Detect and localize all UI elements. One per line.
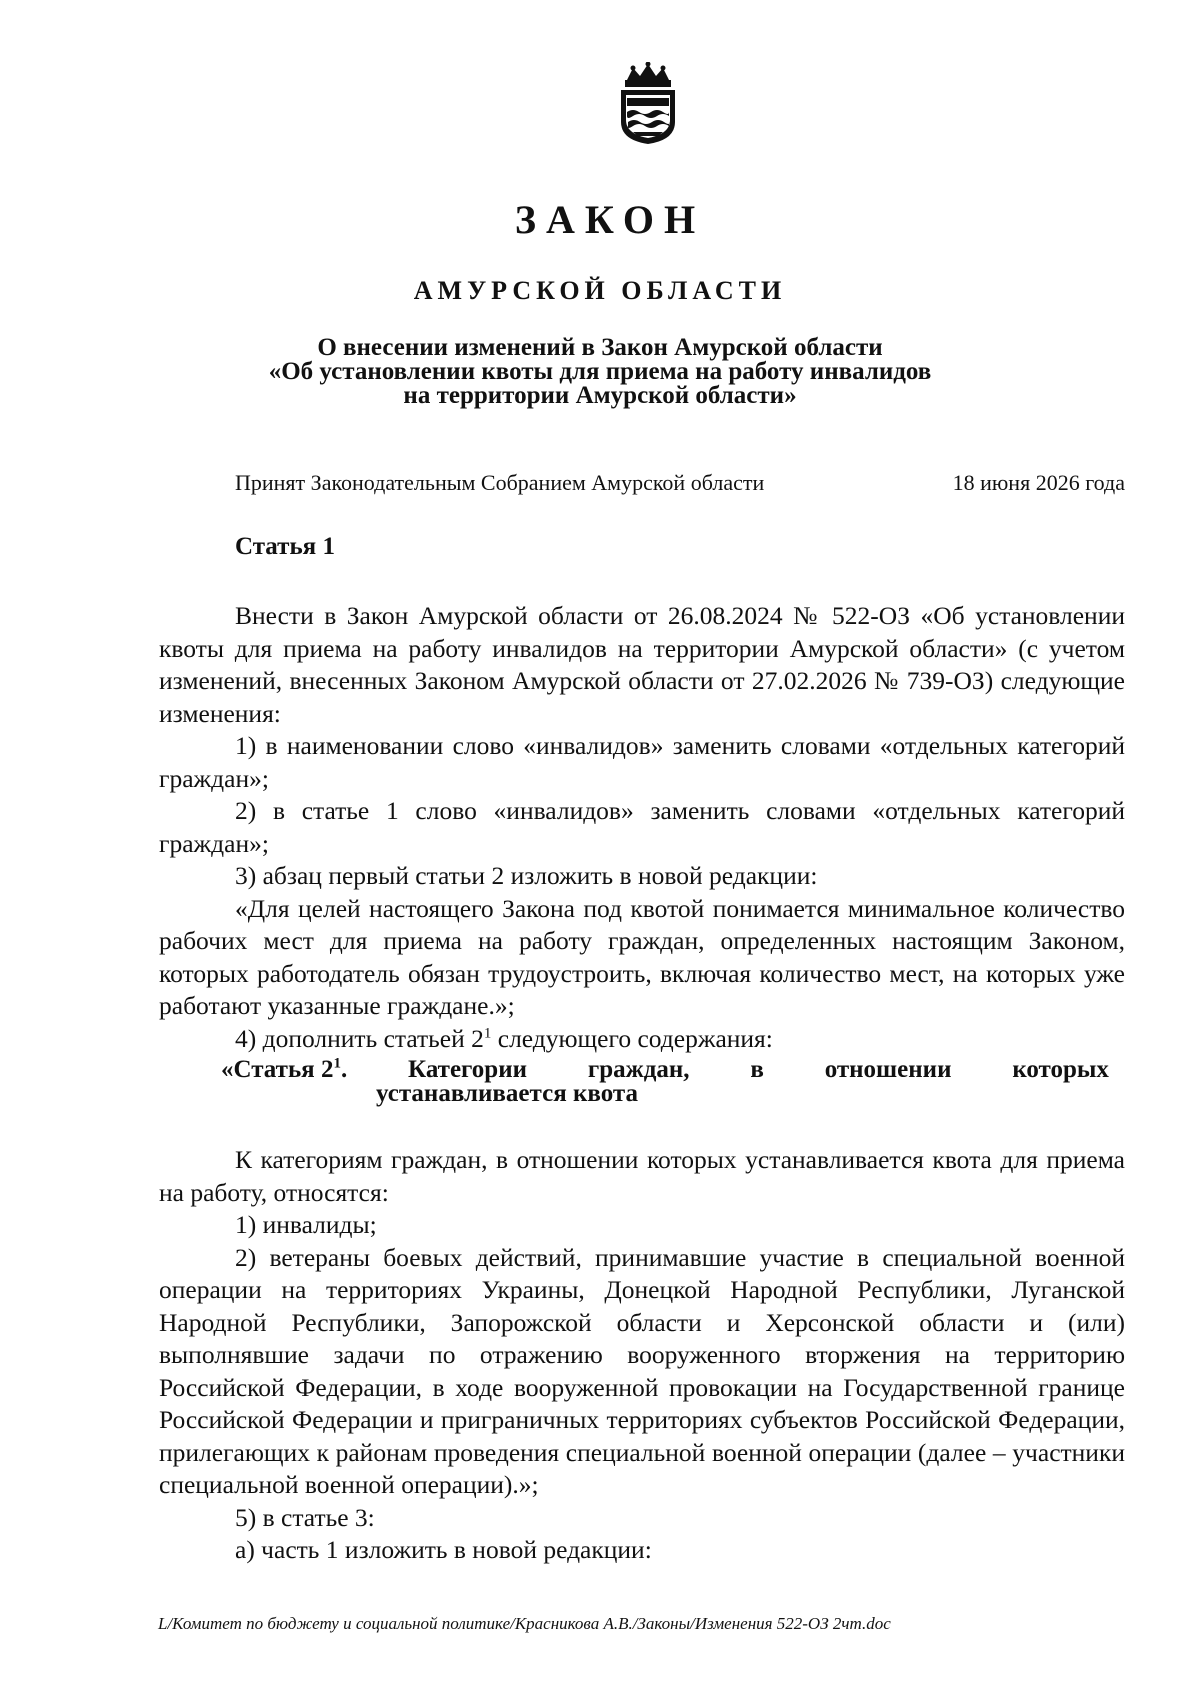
heading-word: Категории: [408, 1056, 528, 1083]
adoption-line: [235, 470, 1125, 496]
adopted-by: Принят Законодательным Собранием Амурской области: [235, 470, 765, 495]
paragraph: 2) ветераны боевых действий, принимавшие участие в специальной военной операции на территориях Украины, Донецкой Народной Республики, Луганской Народной Республики, Запорожской области и Херсонской области и (или) выполнявшие задачи по отражению вооруженного вторжения на территорию Российской Федерации, в ходе вооруженной провокации на Государственной границе Российской Федерации и приграничных территориях субъектов Российской Федерации, прилегающих к районам проведения специальной военной операции (далее – участники специальной военной операции).»;: [159, 1242, 1125, 1499]
paragraph: Внести в Закон Амурской области от 26.08.2024 № 522-ОЗ «Об установлении квоты для приема на работу инвалидов на территории Амурской области» (с учетом изменений, внесенных Законом Амурской области от 27.02.2026 № 739-ОЗ) следующие изменения:: [159, 601, 1125, 728]
paragraph: а) часть 1 изложить в новой редакции:: [235, 1535, 652, 1564]
law-subject-heading: [0, 336, 1200, 408]
paragraph: 3) абзац первый статьи 2 изложить в новой редакции:: [235, 861, 818, 890]
new-article-number: «Статья $2^1$.: [221, 1055, 348, 1083]
subject-line: на территории Амурской области»: [403, 382, 797, 409]
region-title: АМУРСКОЙ ОБЛАСТИ: [413, 276, 787, 305]
paragraph-item-4: 4) дополнить статьей $2^1$ следующего содержания:: [235, 1023, 773, 1053]
paragraph: 1) в наименовании слово «инвалидов» заменить словами «отдельных категорий граждан»;: [159, 731, 1125, 793]
subject-line: «Об установлении квоты для приема на работу инвалидов: [268, 358, 932, 385]
subject-line: О внесении изменений в Закон Амурской области: [317, 334, 883, 361]
document-type-title: ЗАКОН: [514, 197, 706, 242]
heading-word: в: [750, 1056, 764, 1083]
file-path-footer: L/Комитет по бюджету и социальной политике/Красникова А.В./Законы/Изменения 522-ОЗ 2чт.doc: [158, 1614, 891, 1633]
paragraph: К категориям граждан, в отношении которых устанавливается квота для приема на работу, относятся:: [159, 1145, 1125, 1207]
paragraph: «Для целей настоящего Закона под квотой понимается минимальное количество рабочих мест для приема на работу граждан, определенных настоящим Законом, которых работодатель обязан трудоустроить, включая количество мест, на которых уже работают указанные граждане.»;: [159, 893, 1125, 1020]
paragraph: 1) инвалиды;: [235, 1210, 377, 1239]
heading-word: которых: [1012, 1056, 1109, 1083]
adoption-date: 18 июня 2026 года: [952, 470, 1125, 495]
article-1-heading: Статья 1: [235, 533, 335, 560]
paragraph: 2) в статье 1 слово «инвалидов» заменить словами «отдельных категорий граждан»;: [159, 796, 1125, 858]
heading-word: отношении: [824, 1056, 952, 1083]
paragraph: 5) в статье 3:: [235, 1502, 375, 1532]
amur-region-coat-of-arms-icon: [613, 62, 683, 146]
new-article-body: [159, 1144, 1125, 1567]
heading-word: граждан,: [587, 1056, 690, 1083]
new-article-heading: [221, 1055, 1109, 1107]
new-article-heading-line2: устанавливается квота: [376, 1080, 638, 1107]
article-1-body: [159, 600, 1125, 1055]
